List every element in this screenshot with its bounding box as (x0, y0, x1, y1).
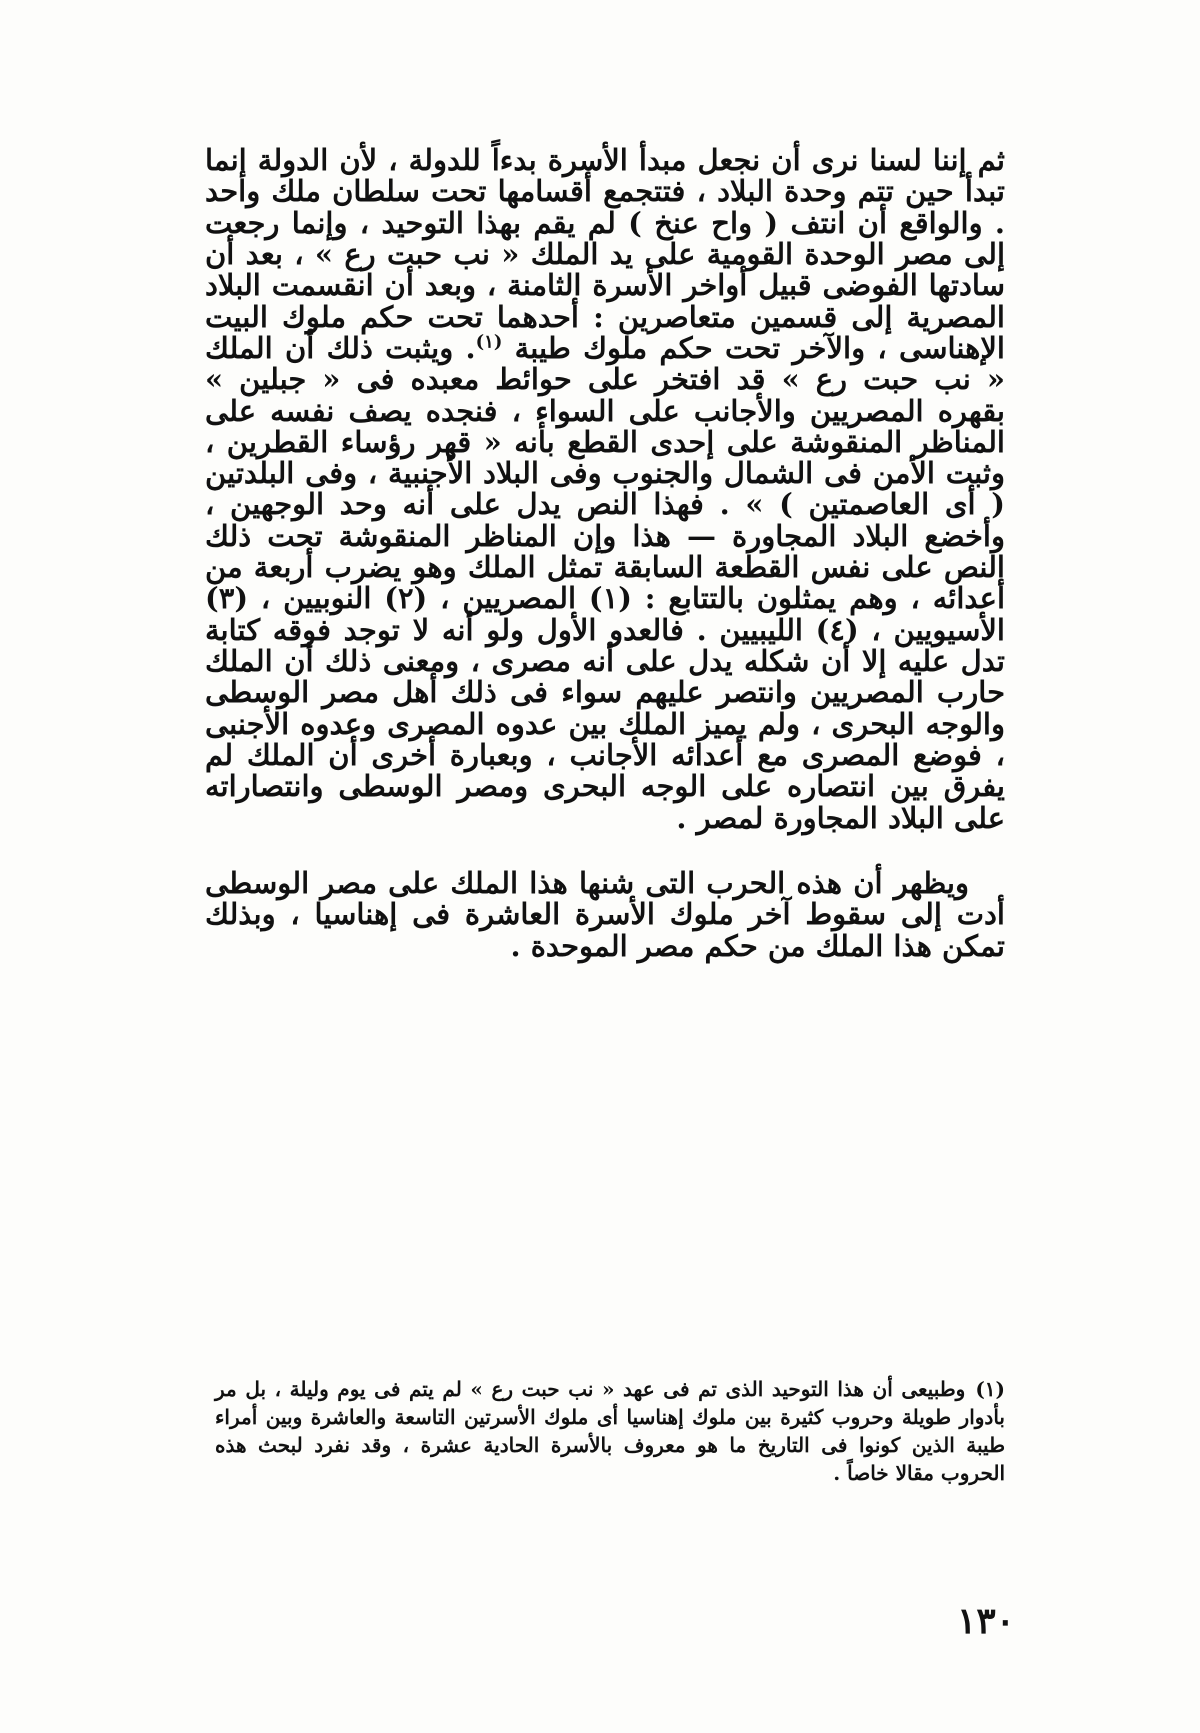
page-number: ١٣٠ (956, 1600, 1015, 1642)
footnote-reference[interactable]: (١) (475, 331, 503, 353)
footnote (215, 1375, 1005, 1487)
footnote-paragraph (215, 1375, 1005, 1487)
footnote-number: (١) (975, 1377, 1005, 1401)
paragraph-1-start: ثم إننا لسنا نرى أن نجعل مبدأ الأسرة بدءاً للدولة ، لأن الدولة إنما تبدأ حين تتم وحدة البلاد ، فتتجمع أقسامها تحت سلطان ملك واحد . والواقع أن انتف ( واح عنخ ) لم يقم بهذا التوحيد ، وإنما رجعت إلى مصر الوحدة القومية على يد الملك « نب حبت رع » ، بعد أن سادتها الفوضى قبيل أواخر الأسرة الثامنة ، وبعد أن انقسمت البلاد المصرية إلى قسمين متعاصرين : أحدهما تحت حكم ملوك البيت الإهناسى ، والآخر تحت حكم ملوك طيبة (205, 143, 1005, 365)
paragraph-1 (205, 145, 1005, 834)
footnote-text: وطبيعى أن هذا التوحيد الذى تم فى عهد « نب حبت رع » لم يتم فى يوم وليلة ، بل مر بأدوار طويلة وحروب كثيرة بين ملوك إهناسيا أى ملوك الأسرتين التاسعة والعاشرة وبين أمراء طيبة الذين كونوا فى التاريخ ما هو معروف بالأسرة الحادية عشرة ، وقد نفرد لبحث هذه الحروب مقالا خاصاً . (215, 1377, 1005, 1485)
main-text (205, 145, 1005, 962)
paragraph-1-end: . ويثبت ذلك أن الملك « نب حبت رع » قد افتخر على حوائط معبده فى « جبلين » بقهره المصريين والأجانب على السواء ، فنجده يصف نفسه على المناظر المنقوشة على إحدى القطع بأنه « قهر رؤساء القطرين ، وثبت الأمن فى الشمال والجنوب وفى البلاد الأجنبية ، وفى البلدتين ( أى العاصمتين ) » . فهذا النص يدل على أنه وحد الوجهين ، وأخضع البلاد المجاورة — هذا وإن المناظر المنقوشة تحت ذلك النص على نفس القطعة السابقة تمثل الملك وهو يضرب أربعة من أعدائه ، وهم يمثلون بالتتابع : (١) المصريين ، (٢) النوبيين ، (٣) الأسيويين ، (٤) الليبيين . فالعدو الأول ولو أنه لا توجد فوقه كتابة تدل عليه إلا أن شكله يدل على أنه مصرى ، ومعنى ذلك أن الملك حارب المصريين وانتصر عليهم سواء فى ذلك أهل مصر الوسطى والوجه البحرى ، ولم يميز الملك بين عدوه المصرى وعدوه الأجنبى ، فوضع المصرى مع أعدائه الأجانب ، وبعبارة أخرى أن الملك لم يفرق بين انتصاره على الوجه البحرى ومصر الوسطى وانتصاراته على البلاد المجاورة لمصر . (205, 330, 1006, 835)
paragraph-2: ويظهر أن هذه الحرب التى شنها هذا الملك على مصر الوسطى أدت إلى سقوط آخر ملوك الأسرة العاشرة فى إهناسيا ، وبذلك تمكن هذا الملك من حكم مصر الموحدة . (205, 865, 1005, 963)
